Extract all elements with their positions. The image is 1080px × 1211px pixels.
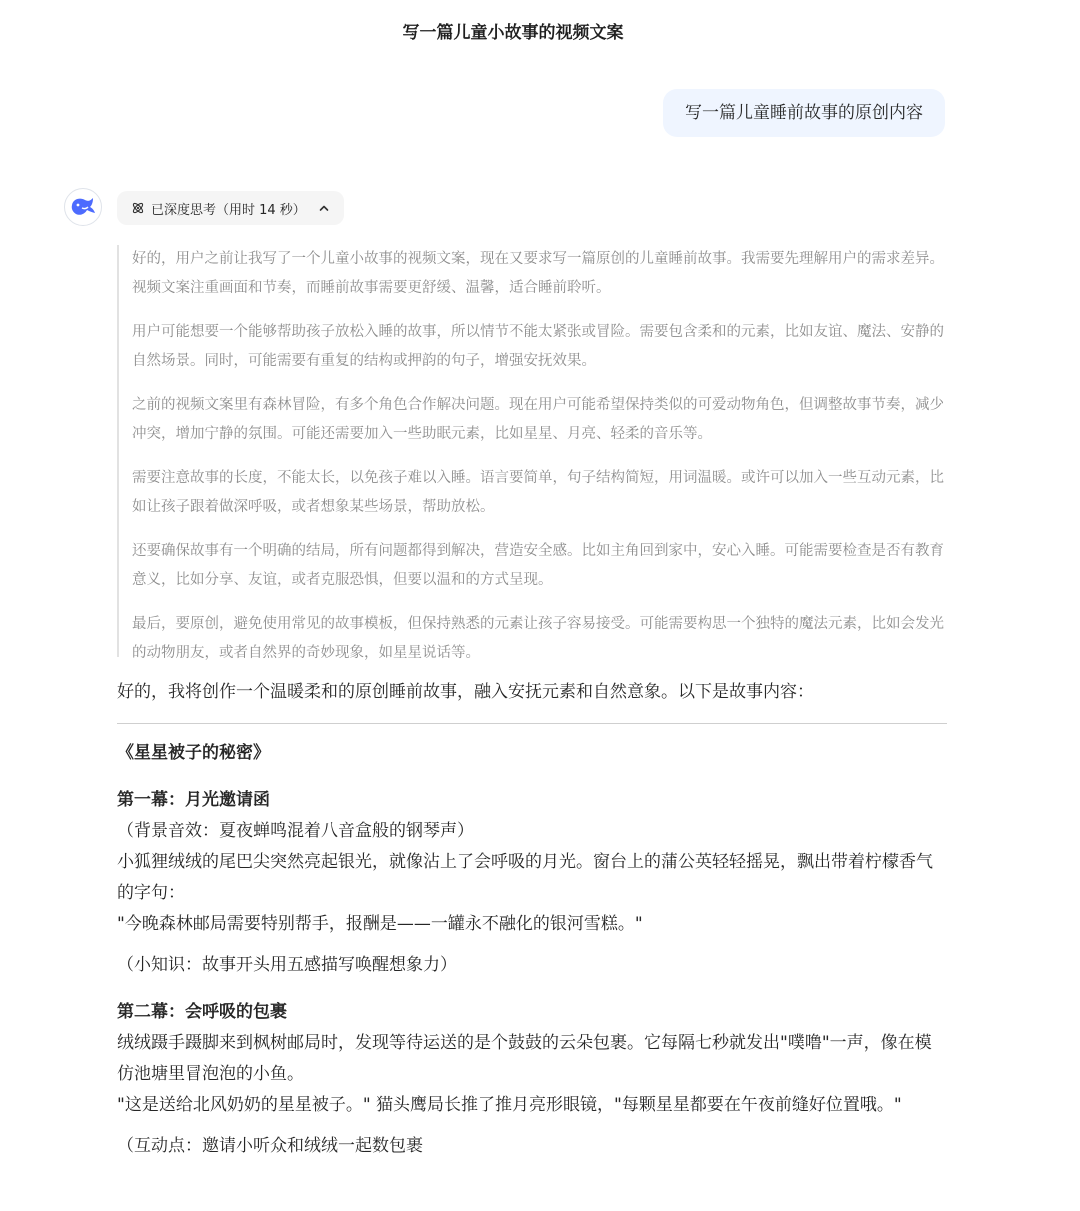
thinking-paragraph: 还要确保故事有一个明确的结局，所有问题都得到解决，营造安全感。比如主角回到家中，安心入睡。可能需要检查是否有教育意义，比如分享、友谊，或者克服恐惧，但要以温和的方式呈现。 xyxy=(132,543,944,588)
assistant-answer xyxy=(117,677,947,1178)
act-line: （背景音效：夏夜蝉鸣混着八音盒般的钢琴声） xyxy=(117,821,474,841)
act-note: （互动点：邀请小听众和绒绒一起数包裹 xyxy=(117,1136,423,1156)
act-heading: 第一幕：月光邀请函 xyxy=(117,790,270,810)
thinking-paragraph: 需要注意故事的长度，不能太长，以免孩子难以入睡。语言要简单，句子结构简短，用词温暖。或许可以加入一些互动元素，比如让孩子跟着做深呼吸，或者想象某些场景，帮助放松。 xyxy=(132,470,944,515)
act-heading: 第二幕：会呼吸的包裹 xyxy=(117,1002,287,1022)
act-line: 绒绒蹑手蹑脚来到枫树邮局时，发现等待运送的是个鼓鼓的云朵包裹。它每隔七秒就发出"噗噜"一声，像在模仿池塘里冒泡泡的小鱼。 xyxy=(117,1033,932,1084)
whale-logo-icon xyxy=(70,196,96,218)
user-message-bubble: 写一篇儿童睡前故事的原创内容 xyxy=(663,89,945,137)
act-note: （小知识：故事开头用五感描写唤醒想象力） xyxy=(117,955,457,975)
story-title: 《星星被子的秘密》 xyxy=(117,743,270,763)
act-line: 小狐狸绒绒的尾巴尖突然亮起银光，就像沾上了会呼吸的月光。窗台上的蒲公英轻轻摇晃，飘出带着柠檬香气的字句： xyxy=(117,852,933,903)
act-line: "这是送给北风奶奶的星星被子。" 猫头鹰局长推了推月亮形眼镜，"每颗星星都要在午夜前缝好位置哦。" xyxy=(117,1095,902,1115)
deep-think-label: 已深度思考（用时 14 秒） xyxy=(151,202,306,218)
act-line: "今晚森林邮局需要特别帮手，报酬是——一罐永不融化的银河雪糕。" xyxy=(117,914,643,934)
thinking-paragraph: 之前的视频文案里有森林冒险，有多个角色合作解决问题。现在用户可能希望保持类似的可爱动物角色，但调整故事节奏，减少冲突，增加宁静的氛围。可能还需要加入一些助眠元素，比如星星、月亮、轻柔的音乐等。 xyxy=(132,397,944,442)
divider xyxy=(117,723,947,724)
chevron-up-icon xyxy=(318,202,330,214)
thinking-paragraph: 好的，用户之前让我写了一个儿童小故事的视频文案，现在又要求写一篇原创的儿童睡前故事。我需要先理解用户的需求差异。视频文案注重画面和节奏，而睡前故事需要更舒缓、温馨，适合睡前聆听。 xyxy=(132,251,944,296)
thinking-paragraph: 用户可能想要一个能够帮助孩子放松入睡的故事，所以情节不能太紧张或冒险。需要包含柔和的元素，比如友谊、魔法、安静的自然场景。同时，可能需要有重复的结构或押韵的句子，增强安抚效果。 xyxy=(132,324,944,369)
thinking-content xyxy=(117,245,950,661)
atom-icon xyxy=(131,201,145,215)
answer-intro: 好的，我将创作一个温暖柔和的原创睡前故事，融入安抚元素和自然意象。以下是故事内容： xyxy=(117,682,814,702)
thinking-paragraph: 最后，要原创，避免使用常见的故事模板，但保持熟悉的元素让孩子容易接受。可能需要构思一个独特的魔法元素，比如会发光的动物朋友，或者自然界的奇妙现象，如星星说话等。 xyxy=(132,616,944,661)
deep-think-toggle[interactable] xyxy=(117,191,344,225)
assistant-avatar xyxy=(64,188,102,226)
page-title: 写一篇儿童小故事的视频文案 xyxy=(402,23,624,43)
